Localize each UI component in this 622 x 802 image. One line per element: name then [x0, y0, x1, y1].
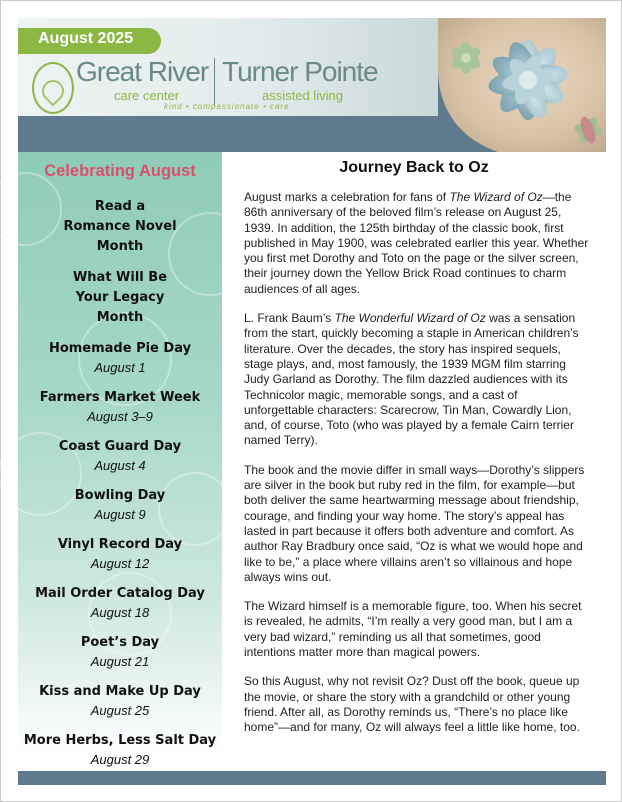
event-item [18, 584, 222, 622]
event-name: Bowling Day [74, 488, 166, 503]
event-item [18, 682, 222, 720]
event-item [18, 731, 222, 769]
event-item [18, 535, 222, 573]
event-name: Vinyl Record Day [57, 537, 183, 552]
succulent-photo [438, 18, 606, 152]
event-item [18, 197, 222, 257]
brand-tagline: kind • compassionate • care [164, 102, 290, 111]
header-banner [18, 18, 606, 152]
book-title: The Wonderful Wizard of Oz [334, 311, 486, 326]
event-date: August 18 [90, 605, 150, 620]
event-date: August 4 [94, 458, 146, 473]
brand-great-river: Great River [76, 56, 209, 87]
paragraph-text: was a sensation from the start, quickly becoming a staple in American children’s literature. Over the decades, the story has inspired sequels, stage plays, and, most famously, the 1939 MGM film starring Judy Garland as Dorothy. The film dazzled audiences with its Technicolor magic, memorable songs, and a cast of unforgettable characters: Scarecrow, Tin Man, Cowardly Lion, and, of course, Toto (who was played by a female Cairn terrier named Terry). [244, 311, 579, 448]
sidebar-title: Celebrating August [44, 162, 196, 180]
event-date: August 25 [90, 703, 150, 718]
event-name: Homemade Pie Day [48, 341, 192, 356]
event-item [18, 437, 222, 475]
brand-turner-pointe: Turner Pointe [222, 56, 378, 87]
event-date: August 21 [90, 654, 150, 669]
article-paragraph [244, 190, 590, 297]
event-item [18, 388, 222, 426]
event-name: What Will Be Your Legacy Month [72, 270, 168, 325]
event-date: August 1 [94, 360, 146, 375]
event-item [18, 633, 222, 671]
event-date: August 3–9 [87, 409, 153, 424]
article-paragraph: The Wizard himself is a memorable figure, too. When his secret is revealed, he admits, “I’m really a very good man, but I am a very bad wizard,” reminding us all that sometimes, good intentions matter more than magical powers. [244, 599, 582, 660]
event-name: Read a Romance Novel Month [63, 199, 177, 254]
event-name: Kiss and Make Up Day [39, 684, 201, 699]
article-paragraph [244, 311, 590, 449]
paragraph-text: August marks a celebration for fans of [244, 190, 450, 204]
event-date: August 9 [94, 507, 146, 522]
footer-bar [18, 771, 606, 785]
paragraph-text: L. Frank Baum’s [244, 311, 335, 326]
article-paragraph: The book and the movie differ in small ways—Dorothy’s slippers are silver in the book but ruby red in the film, for example—but both deliver the same heartwarming message about friendship, courage, and finding your way home. The story’s appeal has lasted in part because it offers both adventure and comfort. As author Ray Bradbury once said, “Oz is what we would hope and like to be,” a place where villains aren’t so villainous and hope always wins out. [244, 462, 585, 584]
paragraph-text: —the 86th anniversary of the beloved film’s release on August 25, 1939. In addition, the 125th birthday of the classic book, first published in May 1900, was celebrated earlier this year. Whether you first met Dorothy and Toto on the page or the silver screen, their journey down the Yellow Brick Road continues to charm audiences of all ages. [244, 190, 589, 296]
event-name: Poet’s Day [80, 635, 160, 650]
brand-divider [214, 58, 215, 106]
article [222, 152, 606, 756]
event-item [18, 339, 222, 377]
brand-great-river-sub: care center [114, 88, 180, 103]
month-label: August 2025 [38, 30, 134, 47]
article-paragraph: So this August, why not revisit Oz? Dust off the book, queue up the movie, or share the story with a grandchild or other young friend. After all, as Dorothy reminds us, “There’s no place like home”—and for many, Oz will always feel a little like home, too. [244, 674, 580, 735]
event-date: August 12 [90, 556, 150, 571]
event-name: Mail Order Catalog Day [35, 586, 205, 601]
events-list [18, 197, 222, 780]
event-name: More Herbs, Less Salt Day [23, 733, 217, 748]
article-body [244, 190, 590, 750]
event-name: Farmers Market Week [39, 390, 201, 405]
film-title: The Wizard of Oz [449, 190, 543, 204]
event-date: August 29 [90, 752, 150, 767]
brand-turner-pointe-sub: assisted living [262, 88, 343, 103]
events-sidebar [18, 152, 222, 767]
event-name: Coast Guard Day [58, 439, 182, 454]
event-item [18, 268, 222, 328]
event-item [18, 486, 222, 524]
article-title: Journey Back to Oz [339, 159, 489, 176]
